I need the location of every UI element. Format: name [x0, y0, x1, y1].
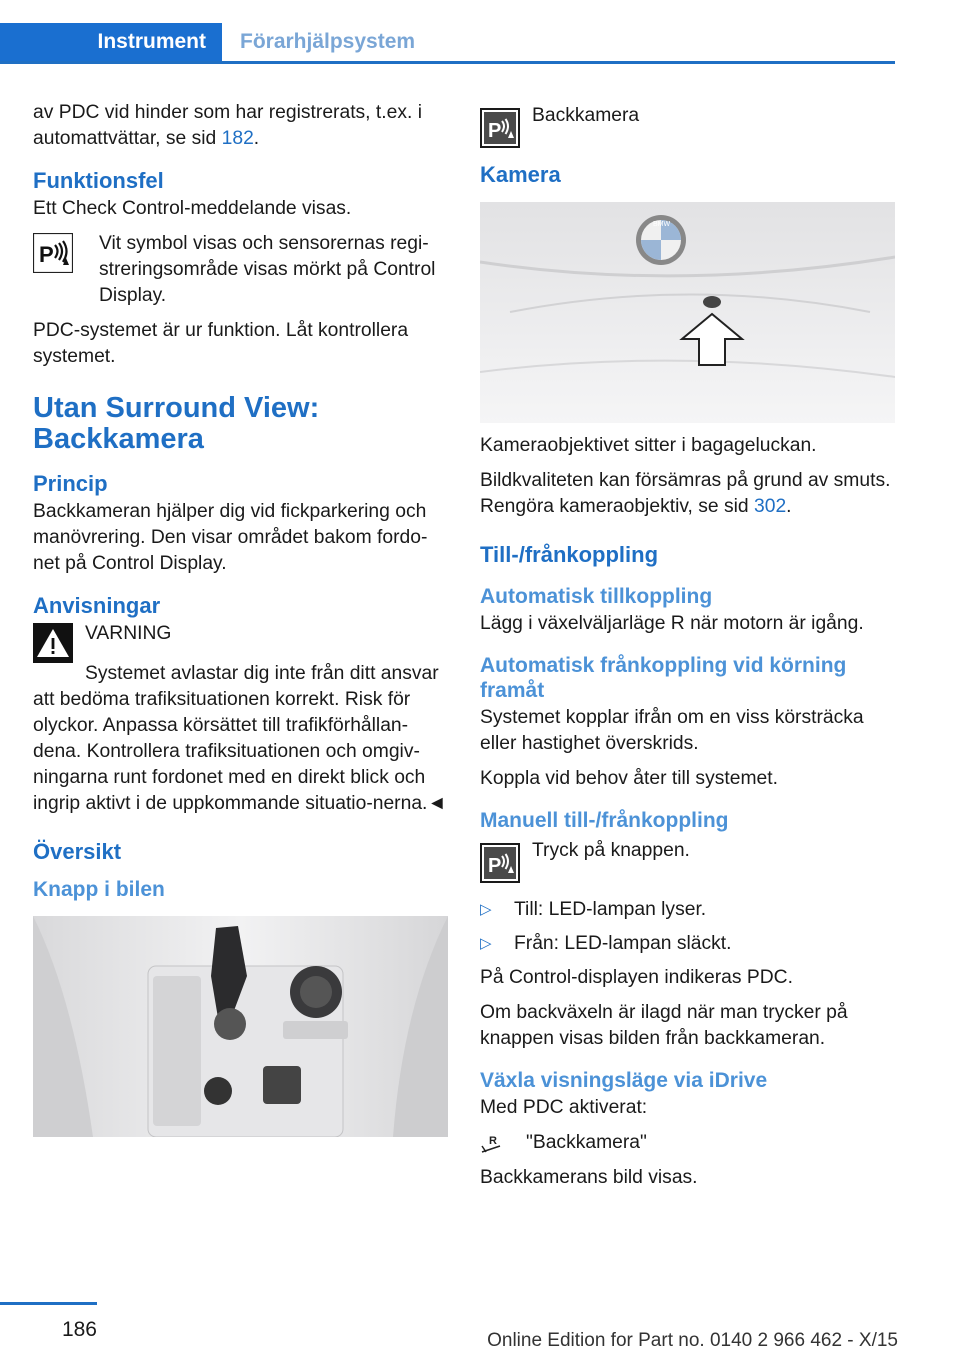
intro-paragraph: av PDC vid hinder som har registrerats, t.ex. i automattvättar, se sid 182. [33, 102, 422, 149]
auto-off-text-2: Koppla vid behov åter till systemet. [480, 768, 778, 789]
svg-text:R: R [489, 1135, 497, 1147]
svg-text:P: P [39, 242, 54, 267]
manual-text-2: Om backväxeln är ilagd när man trycker på knappen visas bilden från backkameran. [480, 1002, 848, 1049]
button-in-car-heading: Knapp i bilen [33, 878, 165, 901]
switch-view-text: Med PDC aktiverat: [480, 1097, 648, 1118]
pdc-out-of-order-text: PDC-systemet är ur funktion. Låt kontrollera systemet. [33, 320, 409, 367]
led-status-list [480, 897, 895, 957]
bmw-logo: BMW [653, 221, 671, 228]
section-title: Utan Surround View: Backkamera [33, 392, 320, 455]
camera-location-image [480, 202, 895, 423]
principle-text: Backkameran hjälper dig vid fickparkering och manövrering. Den visar området bakom fordo-net på Control Display. [33, 501, 428, 574]
warning-text: Systemet avlastar dig inte från ditt ansvar att bedöma trafiksituationen korrekt. Risk för olyckor. Anpassa körsättet till trafikförhållan-dena. Kontrollera trafiksituationen och omgiv-ningarna runt fordonet med en direkt blick och ingrip aktivt i de uppkommande situatio-nerna.◄ [33, 663, 447, 814]
backkamera-icon-caption: Backkamera [532, 105, 640, 126]
right-column [480, 100, 895, 1200]
bullet-triangle-icon: ▷ [480, 935, 492, 952]
manual-heading: Manuell till-/frånkoppling [480, 809, 729, 832]
left-column [33, 100, 448, 1137]
parking-camera-button-icon [480, 843, 520, 883]
malfunction-icon-text: Vit symbol visas och sensorernas regi-streringsområde visas mörkt på Control Display. [99, 233, 436, 306]
footer-rule [0, 1302, 97, 1305]
notes-heading: Anvisningar [33, 593, 161, 618]
list-item: ▷ Till: LED-lampan lyser. [480, 897, 895, 923]
backkamera-icon-row [480, 100, 895, 148]
menu-item-backkamera[interactable]: "Backkamera" [526, 1132, 647, 1153]
manual-icon-text: Tryck på knappen. [532, 840, 690, 861]
auto-on-text: Lägg i växelväljarläge R när motorn är igång. [480, 613, 864, 634]
page-number: 186 [61, 1318, 97, 1341]
page-link-302[interactable]: 302 [754, 496, 787, 517]
parking-camera-icon [480, 108, 520, 148]
overview-heading: Översikt [33, 839, 122, 864]
manual-text-1: På Control-displayen indikeras PDC. [480, 967, 793, 988]
auto-on-heading: Automatisk tillkoppling [480, 585, 713, 608]
camera-heading: Kamera [480, 162, 561, 187]
center-console-image [33, 916, 448, 1137]
camera-text-2: Bildkvaliteten kan försämras på grund av smuts. Rengöra kameraobjektiv, se sid 302. [480, 470, 891, 517]
final-text: Backkamerans bild visas. [480, 1167, 698, 1188]
tab-instrument[interactable]: Instrument [0, 23, 222, 61]
manual-icon-row [480, 835, 895, 883]
auto-off-text-1: Systemet kopplar ifrån om en viss körsträcka eller hastighet överskrids. [480, 707, 864, 754]
camera-text-1: Kameraobjektivet sitter i bagageluckan. [480, 435, 817, 456]
malfunction-icon-row [33, 231, 448, 309]
malfunction-text: Ett Check Control-meddelande visas. [33, 198, 352, 219]
chapter-tabs [0, 23, 895, 64]
rear-camera-menu-icon [480, 1132, 502, 1154]
principle-heading: Princip [33, 471, 108, 496]
page-link-182[interactable]: 182 [221, 128, 254, 149]
malfunction-heading: Funktionsfel [33, 168, 164, 193]
tab-forarhjalpsystem[interactable]: Förarhjälpsystem [240, 30, 416, 53]
onoff-heading: Till-/frånkoppling [480, 542, 659, 567]
edition-text: Online Edition for Part no. 0140 2 966 462 - X/15 [487, 1330, 898, 1351]
menu-item-row [480, 1130, 895, 1156]
svg-text:P: P [488, 855, 502, 877]
switch-view-heading: Växla visningsläge via iDrive [480, 1069, 768, 1092]
svg-text:P: P [488, 120, 502, 142]
warning-label: VARNING [85, 623, 172, 644]
pdc-white-icon [33, 233, 73, 273]
list-item: ▷ Från: LED-lampan släckt. [480, 931, 895, 957]
warning-block [33, 621, 448, 663]
warning-triangle-icon [33, 623, 73, 663]
auto-off-heading: Automatisk frånkoppling vid körning framåt [480, 654, 847, 702]
bullet-triangle-icon: ▷ [480, 901, 492, 918]
